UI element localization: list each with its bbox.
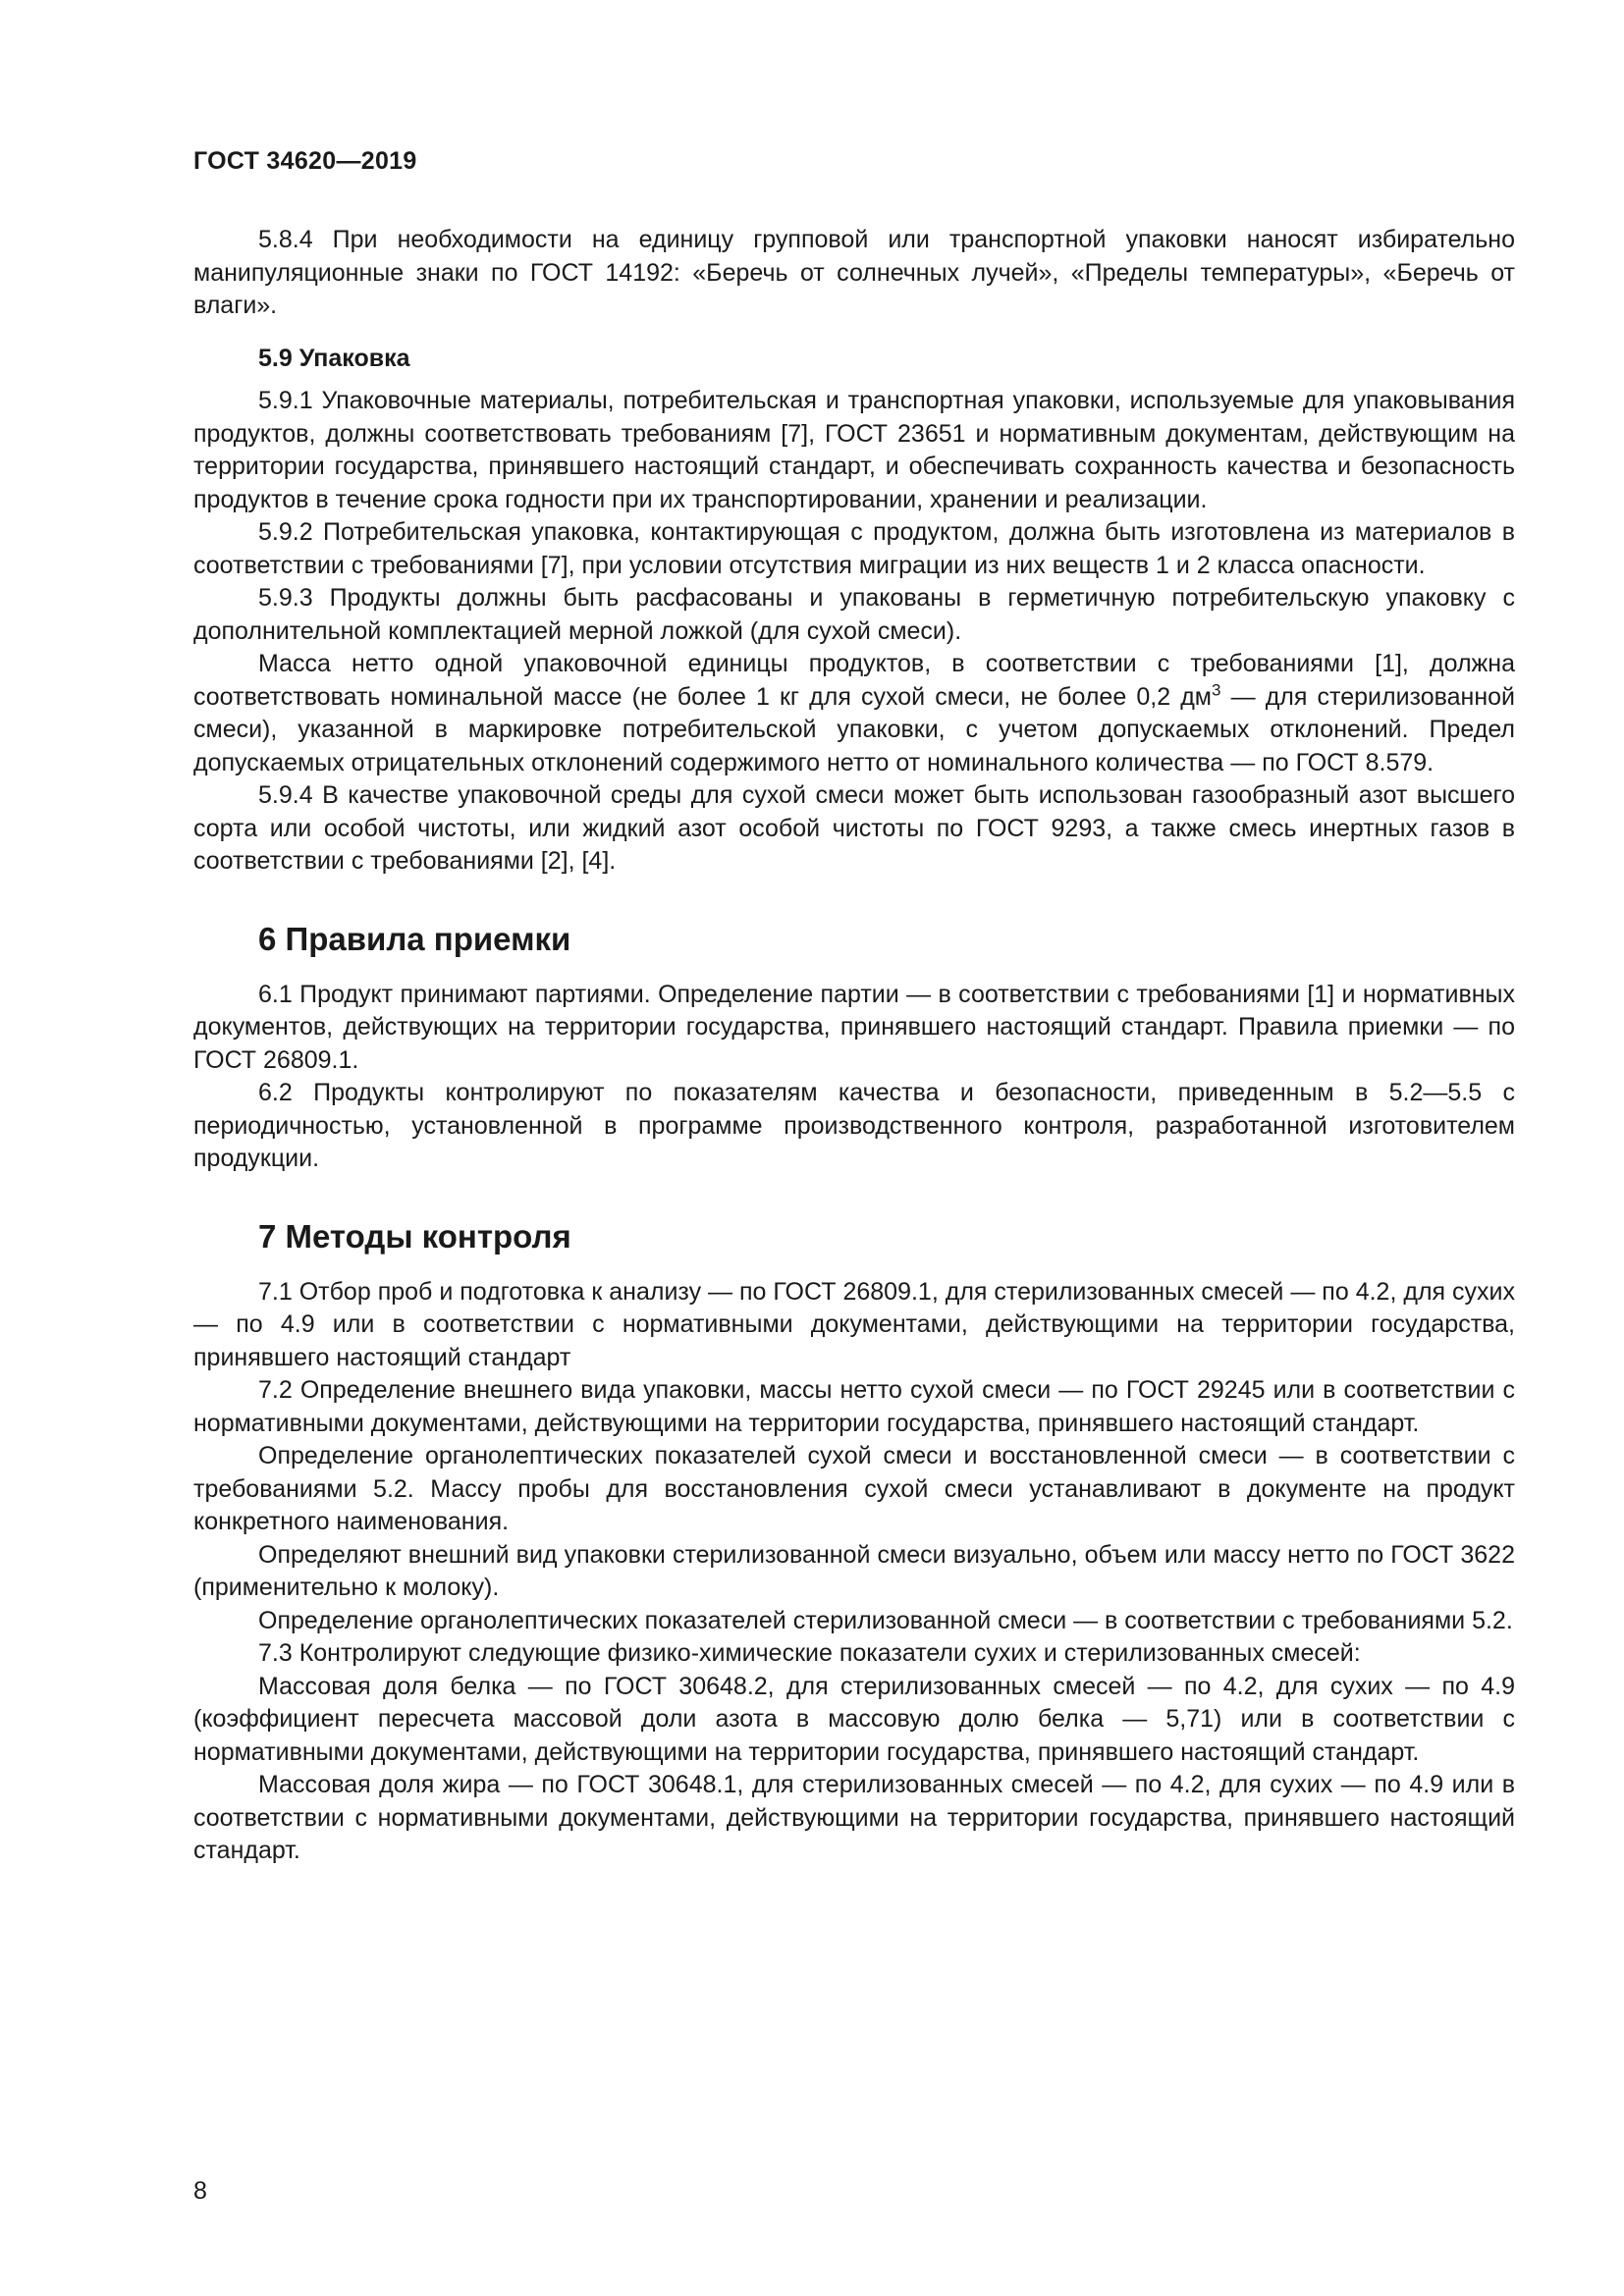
superscript-3: 3 bbox=[1212, 680, 1221, 700]
net-mass-text-part1: Масса нетто одной упаковочной единицы продуктов, в соответствии с требованиями [1], должна соответствовать номинальной массе (не более 1 кг для сухой смеси, не более 0,2 дм bbox=[193, 650, 1515, 711]
paragraph-7-2: 7.2 Определение внешнего вида упаковки, массы нетто сухой смеси — по ГОСТ 29245 или в соответствии с нормативными документами, действующими на территории государства, принявшего настоящий стандарт. bbox=[193, 1376, 1515, 1437]
paragraph-5-9-2: 5.9.2 Потребительская упаковка, контактирующая с продуктом, должна быть изготовлена из материалов в соответствии с требованиями [7], при условии отсутствия миграции из них веществ 1 и 2 класса опасности. bbox=[193, 518, 1515, 579]
paragraph-organoleptic-sterilized: Определение органолептических показателей стерилизованной смеси — в соответствии с требованиями 5.2. bbox=[258, 1606, 1513, 1634]
net-mass-text-part2: — для стерилизованной смеси), указанной в маркировке потребительской упаковки, с учетом допускаемых отклонений. Предел допускаемых отрицательных отклонений содержимого нетто от номинального количества — по ГОСТ 8.579. bbox=[193, 682, 1516, 776]
paragraph-organoleptic-dry: Определение органолептических показателей сухой смеси и восстановленной смеси — в соответствии с требованиями 5.2. Массу пробы для восстановления сухой смеси устанавливают в документе на продукт конкретного наименования. bbox=[193, 1442, 1515, 1535]
paragraph-7-1: 7.1 Отбор проб и подготовка к анализу — по ГОСТ 26809.1, для стерилизованных смесей — по 4.2, для сухих — по 4.9 или в соответствии с нормативными документами, действующими на территории государства, принявшего настоящий стандарт bbox=[193, 1277, 1515, 1371]
section-heading-7: 7 Методы контроля bbox=[258, 1217, 571, 1255]
section-heading-6: 6 Правила приемки bbox=[258, 920, 571, 957]
paragraph-6-2: 6.2 Продукты контролируют по показателям качества и безопасности, приведенным в 5.2—5.5 с периодичностью, установленной в программе производственного контроля, разработанной изготовителем продукции. bbox=[193, 1079, 1515, 1172]
paragraph-5-8-4: 5.8.4 При необходимости на единицу групповой или транспортной упаковки наносят избирательно манипуляционные знаки по ГОСТ 14192: «Беречь от солнечных лучей», «Пределы температуры», «Беречь от влаги». bbox=[193, 226, 1515, 319]
subheading-5-9: 5.9 Упаковка bbox=[258, 344, 410, 372]
paragraph-fat: Массовая доля жира — по ГОСТ 30648.1, для стерилизованных смесей — по 4.2, для сухих — по 4.9 или в соответствии с нормативными документами, действующими на территории государства, принявшего настоящий стандарт. bbox=[193, 1771, 1515, 1864]
paragraph-5-9-4: 5.9.4 В качестве упаковочной среды для сухой смеси может быть использован газообразный азот высшего сорта или особой чистоты, или жидкий азот особой чистоты по ГОСТ 9293, а также смесь инертных газов в соответствии с требованиями [2], [4]. bbox=[193, 781, 1515, 875]
page-number: 8 bbox=[193, 2177, 207, 2205]
paragraph-7-3: 7.3 Контролируют следующие физико-химические показатели сухих и стерилизованных смесей: bbox=[258, 1639, 1361, 1667]
paragraph-6-1: 6.1 Продукт принимают партиями. Определение партии — в соответствии с требованиями [1] и нормативных документов, действующих на территории государства, принявшего настоящий стандарт. Правила приемки — по ГОСТ 26809.1. bbox=[193, 980, 1515, 1074]
paragraph-protein: Массовая доля белка — по ГОСТ 30648.2, для стерилизованных смесей — по 4.2, для сухих — по 4.9 (коэффициент пересчета массовой доли азота в массовую долю белка — 5,71) или в соответствии с нормативными документами, действующими на территории государства, принявшего настоящий стандарт. bbox=[193, 1672, 1515, 1766]
paragraph-5-9-1: 5.9.1 Упаковочные материалы, потребительская и транспортная упаковки, используемые для упаковывания продуктов, должны соответствовать требованиям [7], ГОСТ 23651 и нормативным документам, действующим на территории государства, принявшего настоящий стандарт, и обеспечивать сохранность качества и безопасность продуктов в течение срока годности при их транспортировании, хранении и реализации. bbox=[193, 387, 1515, 513]
document-body bbox=[193, 224, 1515, 1868]
paragraph-net-mass bbox=[193, 648, 1515, 779]
paragraph-5-9-3: 5.9.3 Продукты должны быть расфасованы и упакованы в герметичную потребительскую упаковку с дополнительной комплектацией мерной ложкой (для сухой смеси). bbox=[193, 584, 1515, 645]
document-header: ГОСТ 34620—2019 bbox=[193, 147, 417, 175]
paragraph-appearance-sterilized: Определяют внешний вид упаковки стерилизованной смеси визуально, объем или массу нетто по ГОСТ 3622 (применительно к молоку). bbox=[193, 1540, 1515, 1601]
